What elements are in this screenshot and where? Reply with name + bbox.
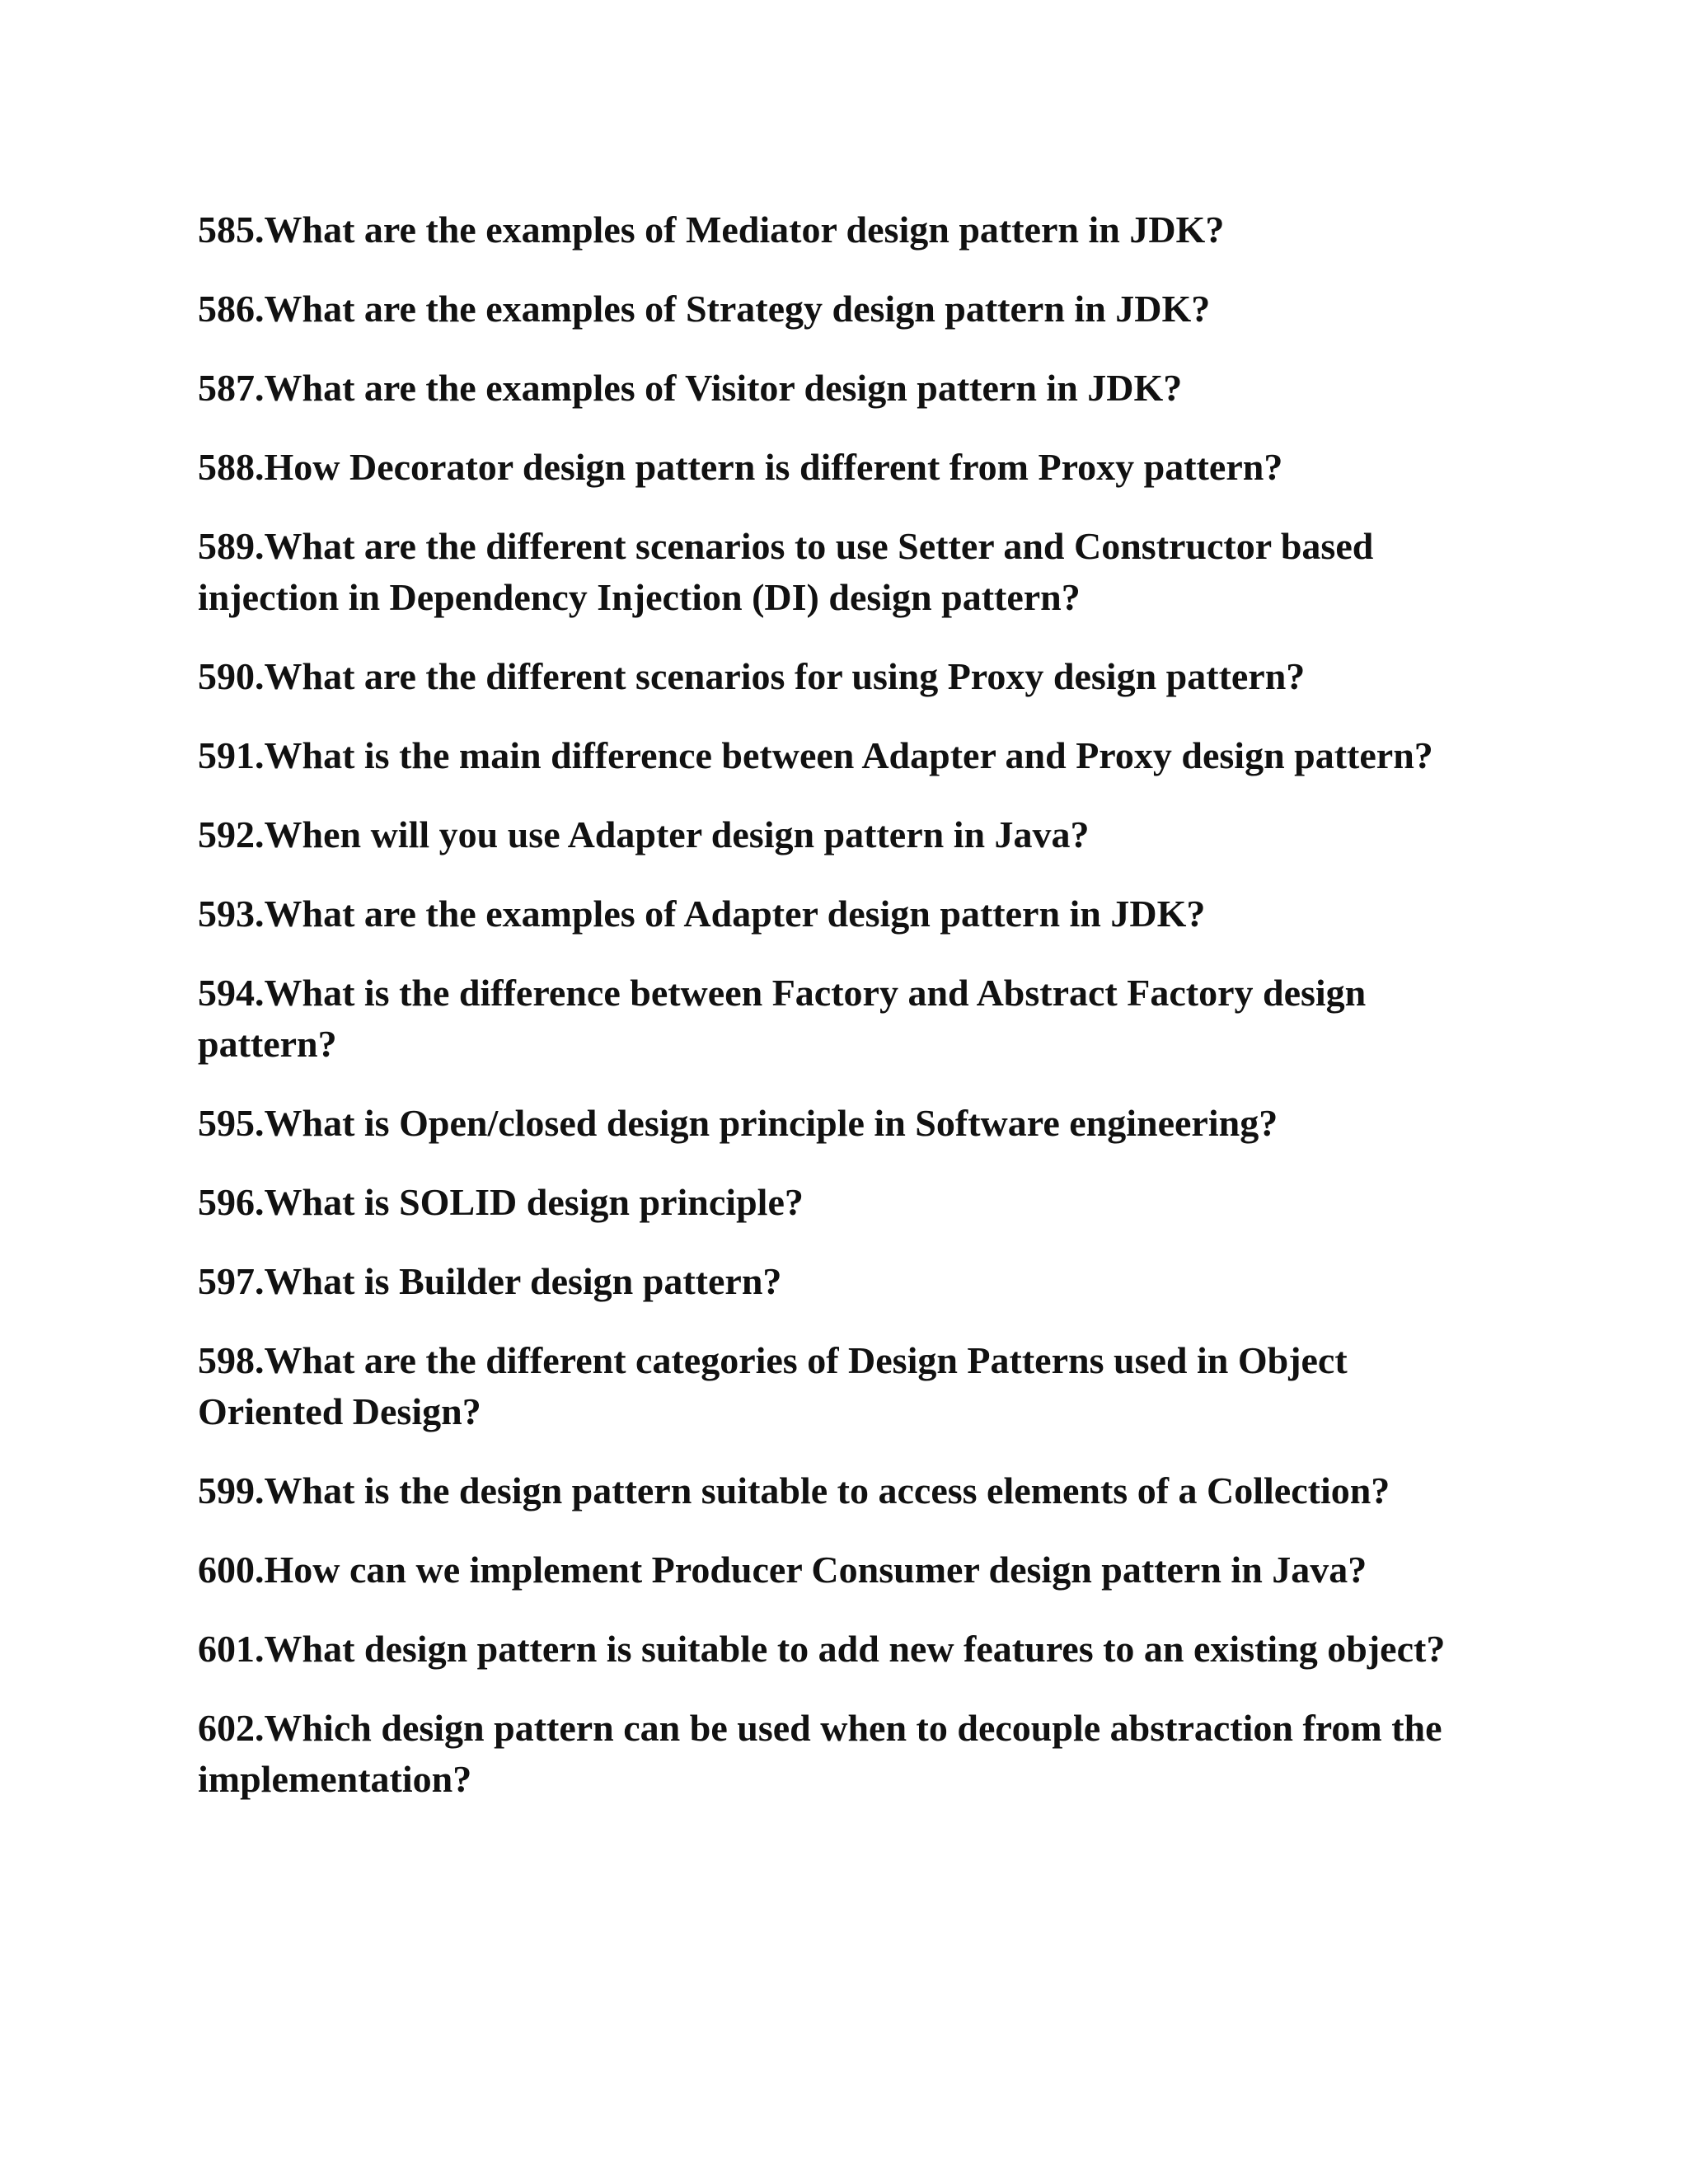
- question-text: What are the different scenarios to use Setter and Constructor based injection in Dependency Injection (DI) design pattern?: [198, 525, 1374, 618]
- question-number: 601.: [198, 1628, 265, 1670]
- question-number: 592.: [198, 813, 265, 855]
- question-item: [198, 1544, 1484, 1596]
- question-number: 590.: [198, 655, 265, 697]
- question-number: 599.: [198, 1469, 265, 1511]
- question-text: What are the examples of Mediator design pattern in JDK?: [264, 209, 1225, 251]
- question-item: [198, 1256, 1484, 1307]
- question-text: What is Builder design pattern?: [264, 1260, 782, 1302]
- question-item: [198, 363, 1484, 414]
- question-text: How Decorator design pattern is different from Proxy pattern?: [264, 446, 1283, 488]
- question-number: 591.: [198, 734, 265, 776]
- question-item: [198, 809, 1484, 860]
- question-item: [198, 521, 1484, 623]
- question-list: [198, 204, 1484, 1833]
- question-number: 598.: [198, 1339, 265, 1381]
- question-number: 597.: [198, 1260, 265, 1302]
- question-number: 595.: [198, 1102, 265, 1144]
- question-text: What is the difference between Factory and Abstract Factory design pattern?: [198, 972, 1367, 1065]
- question-item: [198, 1465, 1484, 1516]
- question-item: [198, 1624, 1484, 1675]
- question-text: What is the design pattern suitable to access elements of a Collection?: [264, 1469, 1390, 1511]
- question-text: What design pattern is suitable to add new features to an existing object?: [264, 1628, 1446, 1670]
- question-item: [198, 888, 1484, 940]
- question-item: [198, 968, 1484, 1070]
- question-item: [198, 1177, 1484, 1228]
- question-text: When will you use Adapter design pattern in Java?: [264, 813, 1090, 855]
- question-text: What are the examples of Strategy design pattern in JDK?: [264, 288, 1211, 330]
- question-text: What is Open/closed design principle in Software engineering?: [264, 1102, 1278, 1144]
- question-number: 586.: [198, 288, 265, 330]
- question-text: What are the different categories of Design Patterns used in Object Oriented Design?: [198, 1339, 1348, 1432]
- question-number: 593.: [198, 893, 265, 935]
- question-item: [198, 1703, 1484, 1805]
- question-number: 588.: [198, 446, 265, 488]
- question-number: 600.: [198, 1549, 265, 1591]
- question-text: What are the different scenarios for using Proxy design pattern?: [264, 655, 1306, 697]
- question-text: Which design pattern can be used when to decouple abstraction from the implementation?: [198, 1707, 1442, 1800]
- question-item: [198, 651, 1484, 702]
- question-text: What are the examples of Adapter design pattern in JDK?: [264, 893, 1206, 935]
- question-number: 594.: [198, 972, 265, 1014]
- question-number: 585.: [198, 209, 265, 251]
- question-item: [198, 730, 1484, 781]
- question-text: What are the examples of Visitor design pattern in JDK?: [264, 367, 1183, 409]
- question-item: [198, 1335, 1484, 1437]
- question-item: [198, 1098, 1484, 1149]
- question-number: 587.: [198, 367, 265, 409]
- question-number: 596.: [198, 1181, 265, 1223]
- question-text: What is SOLID design principle?: [264, 1181, 804, 1223]
- question-text: How can we implement Producer Consumer design pattern in Java?: [264, 1549, 1367, 1591]
- question-number: 602.: [198, 1707, 265, 1749]
- question-number: 589.: [198, 525, 265, 567]
- question-text: What is the main difference between Adapter and Proxy design pattern?: [264, 734, 1433, 776]
- question-item: [198, 442, 1484, 493]
- question-item: [198, 284, 1484, 335]
- question-item: [198, 204, 1484, 255]
